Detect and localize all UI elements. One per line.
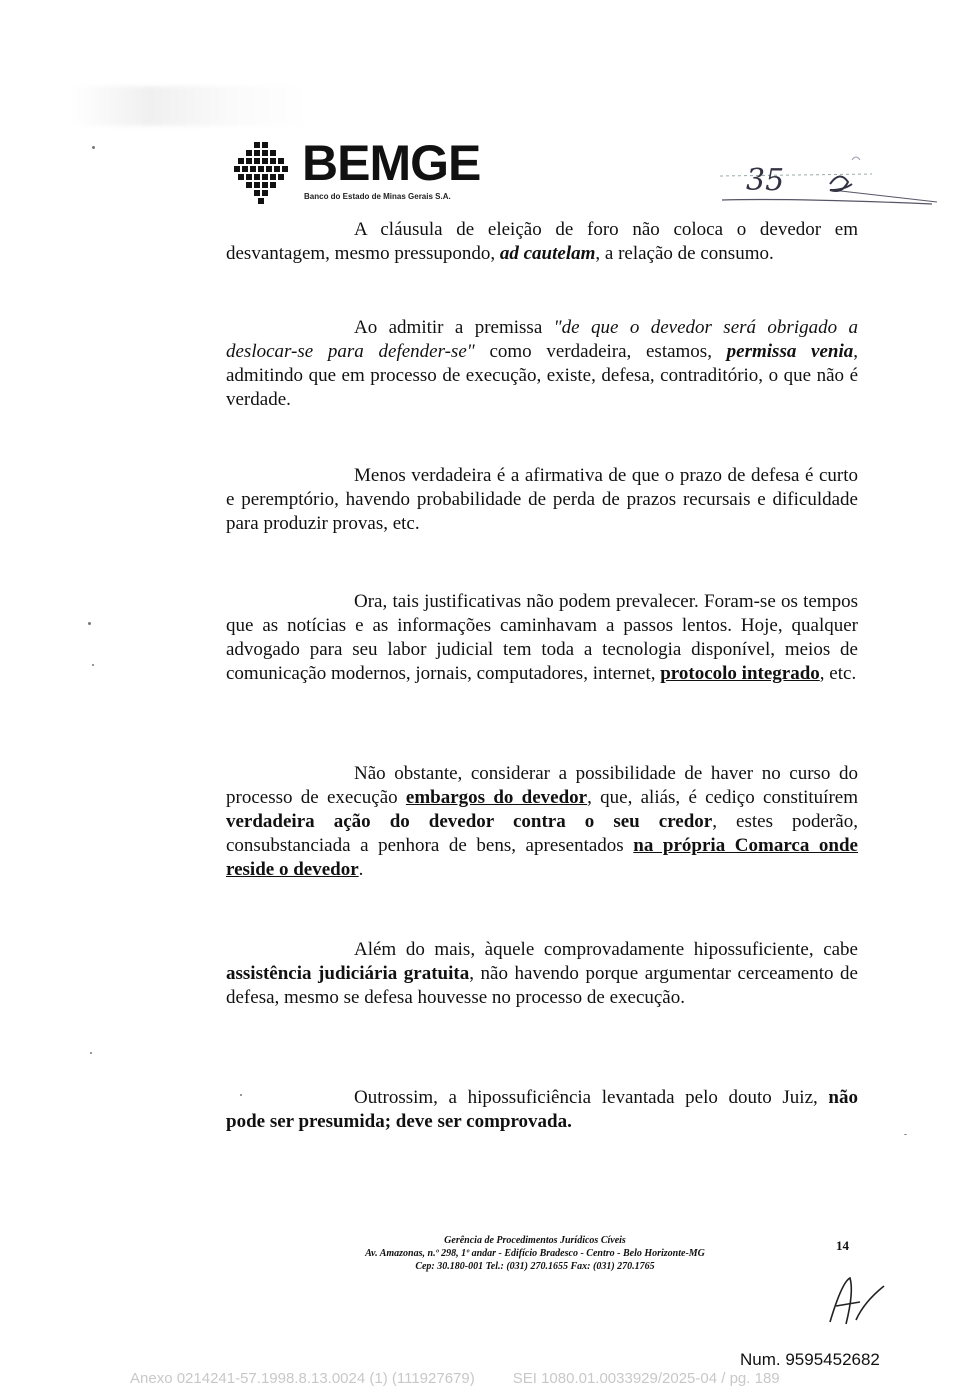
bold-verdadeira-acao: verdadeira ação do devedor contra o seu credor: [226, 811, 713, 832]
handwritten-initial-icon: [820, 1272, 890, 1332]
scan-speck: [90, 1052, 92, 1054]
emphasis-permissa-venia: permissa venia: [726, 341, 854, 362]
text: , que, aliás, é cediço constituírem: [587, 787, 858, 808]
annex-stamp: [130, 1370, 780, 1387]
footer-department: Gerência de Procedimentos Jurídicos Cíveis: [444, 1235, 626, 1246]
emphasis-ad-cautelam: ad cautelam: [499, 243, 596, 264]
text: como verdadeira, estamos,: [474, 341, 727, 362]
text: Além do mais, àquele comprovadamente hipossuficiente, cabe: [354, 939, 858, 960]
paragraph-technology: [226, 590, 858, 686]
scan-speck: [92, 664, 94, 666]
bold-conclusion: não pode ser presumida; deve ser comprovada.: [226, 1087, 858, 1132]
text: Ora, tais justificativas não podem prevalecer. Foram-se os tempos que as notícias e as informações caminhavam a passos lentos. Hoje, qualquer advogado para seu labor judicial tem toda a tecnologia disponível, meios de comunicação modernos, jornais, computadores, internet,: [226, 591, 858, 684]
document-number: Num. 9595452682: [740, 1350, 880, 1369]
text: , estes poderão, consubstanciada a penhora de bens, apresentados: [226, 811, 858, 856]
paragraph-embargos: [226, 762, 858, 882]
paragraph-forum-clause: [226, 218, 858, 266]
brand-name: BEMGE: [302, 135, 481, 191]
quoted-premise: "de que o devedor será obrigado a deslocar-se para defender-se": [226, 317, 858, 362]
footer-contact: Cep: 30.180-001 Tel.: (031) 270.1655 Fax: (031) 270.1765: [415, 1261, 655, 1272]
annex-reference: Anexo 0214241-57.1998.8.13.0024 (1) (111927679): [130, 1370, 475, 1387]
text: A cláusula de eleição de foro não coloca o devedor em desvantagem, mesmo pressupondo,: [226, 219, 858, 264]
paragraph-defense-term: [226, 464, 858, 536]
page-number: 14: [836, 1238, 849, 1253]
bemge-emblem-icon: [232, 140, 294, 206]
scan-smudge: [70, 86, 310, 126]
bold-assistencia-judiciaria: assistência judiciária gratuita: [226, 963, 470, 984]
brand-subtitle: Banco do Estado de Minas Gerais S.A.: [304, 192, 451, 201]
sei-reference: SEI 1080.01.0033929/2025-04 / pg. 189: [512, 1370, 780, 1387]
underlined-propria-comarca: na própria Comarca onde reside o devedor: [226, 835, 858, 880]
text: .: [358, 859, 364, 880]
page-stamp-number: 35: [746, 163, 785, 198]
underlined-protocolo-integrado: protocolo integrado: [660, 663, 820, 684]
handwritten-page-stamp-icon: [712, 140, 942, 210]
scan-speck: [904, 1134, 907, 1135]
paragraph-judicial-assistance: [226, 938, 858, 1010]
text: , admitindo que em processo de execução, existe, defesa, contraditório, o que não é verdade.: [226, 341, 859, 410]
scan-speck: [92, 146, 95, 149]
underlined-embargos-do-devedor: embargos do devedor: [405, 787, 588, 808]
bemge-logo: [232, 135, 482, 210]
paragraph-premise: [226, 316, 858, 412]
text: , não havendo porque argumentar cerceamento de defesa, mesmo se defesa houvesse no processo de execução.: [226, 963, 858, 1008]
scan-speck: [88, 622, 91, 625]
paragraph-hyposufficiency: [226, 1086, 858, 1134]
footer-address: Av. Amazonas, n.º 298, 1º andar - Edifício Bradesco - Centro - Belo Horizonte-MG: [365, 1248, 705, 1259]
text: Não obstante, considerar a possibilidade de haver no curso do processo de execução: [226, 763, 858, 808]
letterhead-footer: [310, 1234, 760, 1273]
text: Ao admitir a premissa: [354, 317, 554, 338]
text: Menos verdadeira é a afirmativa de que o prazo de defesa é curto e peremptório, havendo probabilidade de perda de prazos recursais e dificuldade para produzir provas, etc.: [226, 465, 858, 534]
text: Outrossim, a hipossuficiência levantada pelo douto Juiz,: [354, 1087, 829, 1108]
text: , a relação de consumo.: [595, 243, 774, 264]
text: , etc.: [819, 663, 857, 684]
